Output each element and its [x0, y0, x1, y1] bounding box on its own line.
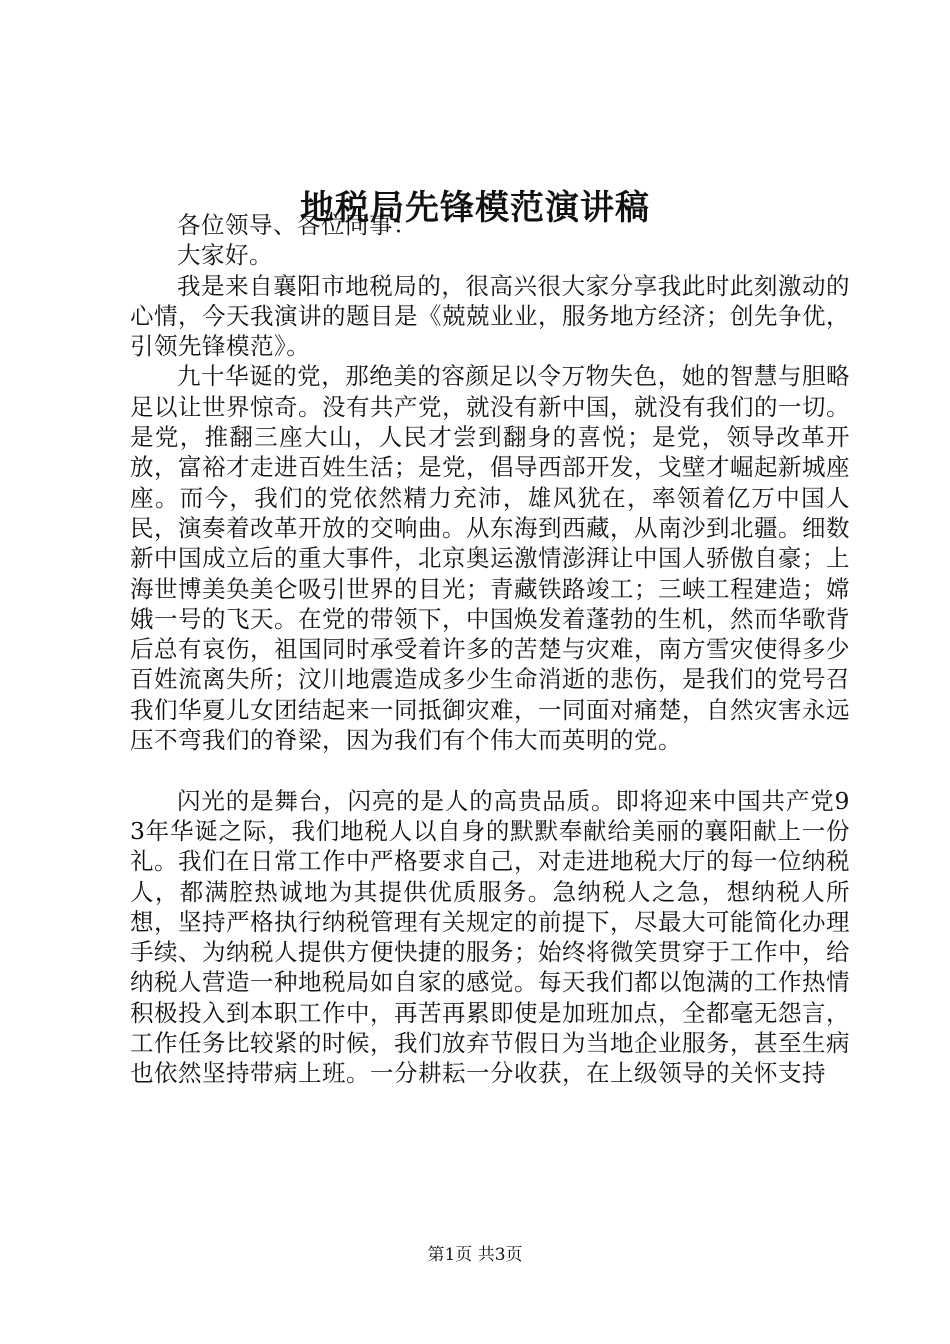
document-title: 地税局先锋模范演讲稿 [300, 188, 650, 228]
document-body [130, 210, 850, 1089]
paragraph-introduction: 我是来自襄阳市地税局的，很高兴很大家分享我此时此刻激动的心情，今天我演讲的题目是《兢兢业业，服务地方经济；创先争优，引领先锋模范》。 [130, 271, 850, 361]
paragraph-spacer [130, 755, 850, 785]
paragraph-tax-service: 闪光的是舞台，闪亮的是人的高贵品质。即将迎来中国共产党93年华诞之际，我们地税人以自身的默默奉献给美丽的襄阳献上一份礼。我们在日常工作中严格要求自己，对走进地税大厅的每一位纳税人，都满腔热诚地为其提供优质服务。急纳税人之急，想纳税人所想，坚持严格执行纳税管理有关规定的前提下，尽最大可能简化办理手续、为纳税人提供方便快捷的服务；始终将微笑贯穿于工作中，给纳税人营造一种地税局如自家的感觉。每天我们都以饱满的工作热情积极投入到本职工作中，再苦再累即使是加班加点，全都毫无怨言，工作任务比较紧的时候，我们放弃节假日为当地企业服务，甚至生病也依然坚持带病上班。一分耕耘一分收获，在上级领导的关怀支持 [130, 786, 850, 1088]
paragraph-greeting: 大家好。 [177, 241, 273, 270]
paragraph-salutation: 各位领导、各位同事： [177, 211, 417, 239]
paragraph-party-history: 九十华诞的党，那绝美的容颜足以令万物失色，她的智慧与胆略足以让世界惊奇。没有共产党，就没有新中国，就没有我们的一切。是党，推翻三座大山，人民才尝到翻身的喜悦；是党，领导改革开放，富裕才走进百姓生活；是党，倡导西部开发，戈壁才崛起新城座座。而今，我们的党依然精力充沛，雄风犹在，率领着亿万中国人民，演奏着改革开放的交响曲。从东海到西藏，从南沙到北疆。细数新中国成立后的重大事件，北京奥运激情澎湃让中国人骄傲自豪；上海世博美奂美仑吸引世界的目光；青藏铁路竣工；三峡工程建造；嫦娥一号的飞天。在党的带领下，中国焕发着蓬勃的生机，然而华歌背后总有哀伤，祖国同时承受着许多的苦楚与灾难，南方雪灾使得多少百姓流离失所；汶川地震造成多少生命消逝的悲伤，是我们的党号召我们华夏儿女团结起来一同抵御灾难，一同面对痛楚，自然灾害永远压不弯我们的脊梁，因为我们有个伟大而英明的党。 [130, 362, 850, 755]
page-footer: 第1页 共3页 [427, 1245, 523, 1265]
